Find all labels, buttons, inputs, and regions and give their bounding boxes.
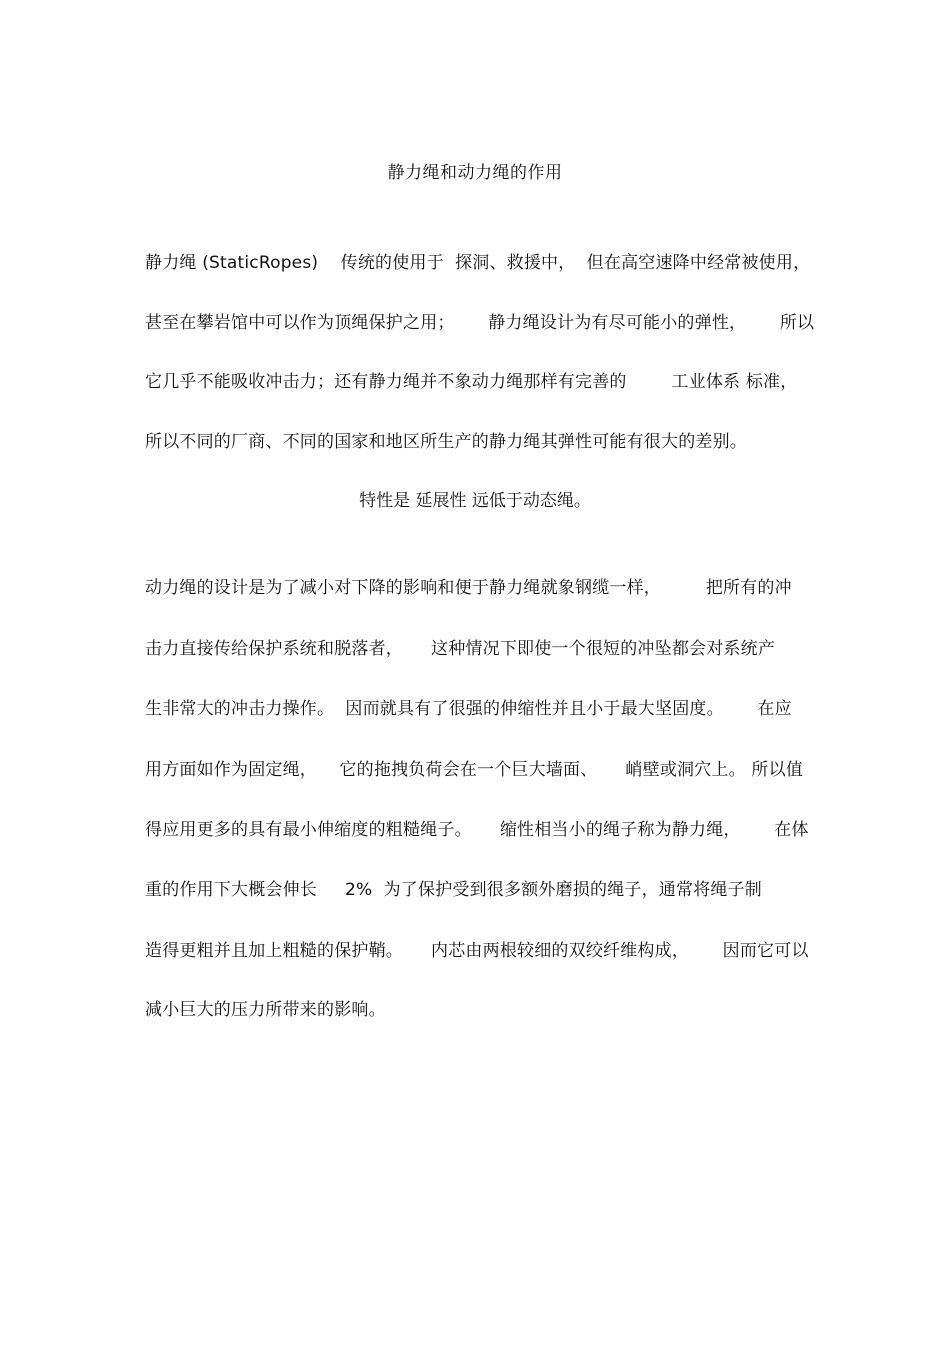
text-line: 减小巨大的压力所带来的影响。 <box>145 1000 386 1020</box>
text-line: 生非常大的冲击力操作。 因而就具有了很强的伸缩性并且小于最大坚固度。 在应 <box>145 699 792 719</box>
text-line: 甚至在攀岩馆中可以作为顶绳保护之用； 静力绳设计为有尽可能小的弹性， 所以 <box>145 313 815 333</box>
text-line: 得应用更多的具有最小伸缩度的粗糙绳子。 缩性相当小的绳子称为静力绳， 在体 <box>145 820 809 840</box>
text-line: 击力直接传给保护系统和脱落者， 这种情况下即使一个很短的冲坠都会对系统产 <box>145 639 776 659</box>
text-line: 重的作用下大概会伸长 2% 为了保护受到很多额外磨损的绳子，通常将绳子制 <box>145 880 762 900</box>
text-line: 造得更粗并且加上粗糙的保护鞘。 内芯由两根较细的双绞纤维构成， 因而它可以 <box>145 941 809 961</box>
text-line-centered: 特性是 延展性 远低于动态绳。 <box>359 491 591 511</box>
text-line: 静力绳 (StaticRopes) 传统的使用于 探洞、救援中， 但在高空速降中经常被使用， <box>145 253 811 273</box>
text-line: 它几乎不能吸收冲击力；还有静力绳并不象动力绳那样有完善的 工业体系 标准， <box>145 372 798 392</box>
text-line: 所以不同的厂商、不同的国家和地区所生产的静力绳其弹性可能有很大的差别。 <box>145 432 747 452</box>
text-line: 用方面如作为固定绳， 它的拖拽负荷会在一个巨大墙面、 峭壁或洞穴上。 所以值 <box>145 760 804 780</box>
document-title: 静力绳和动力绳的作用 <box>387 163 563 183</box>
text-line: 动力绳的设计是为了减小对下降的影响和便于静力绳就象钢缆一样， 把所有的冲 <box>145 578 792 598</box>
